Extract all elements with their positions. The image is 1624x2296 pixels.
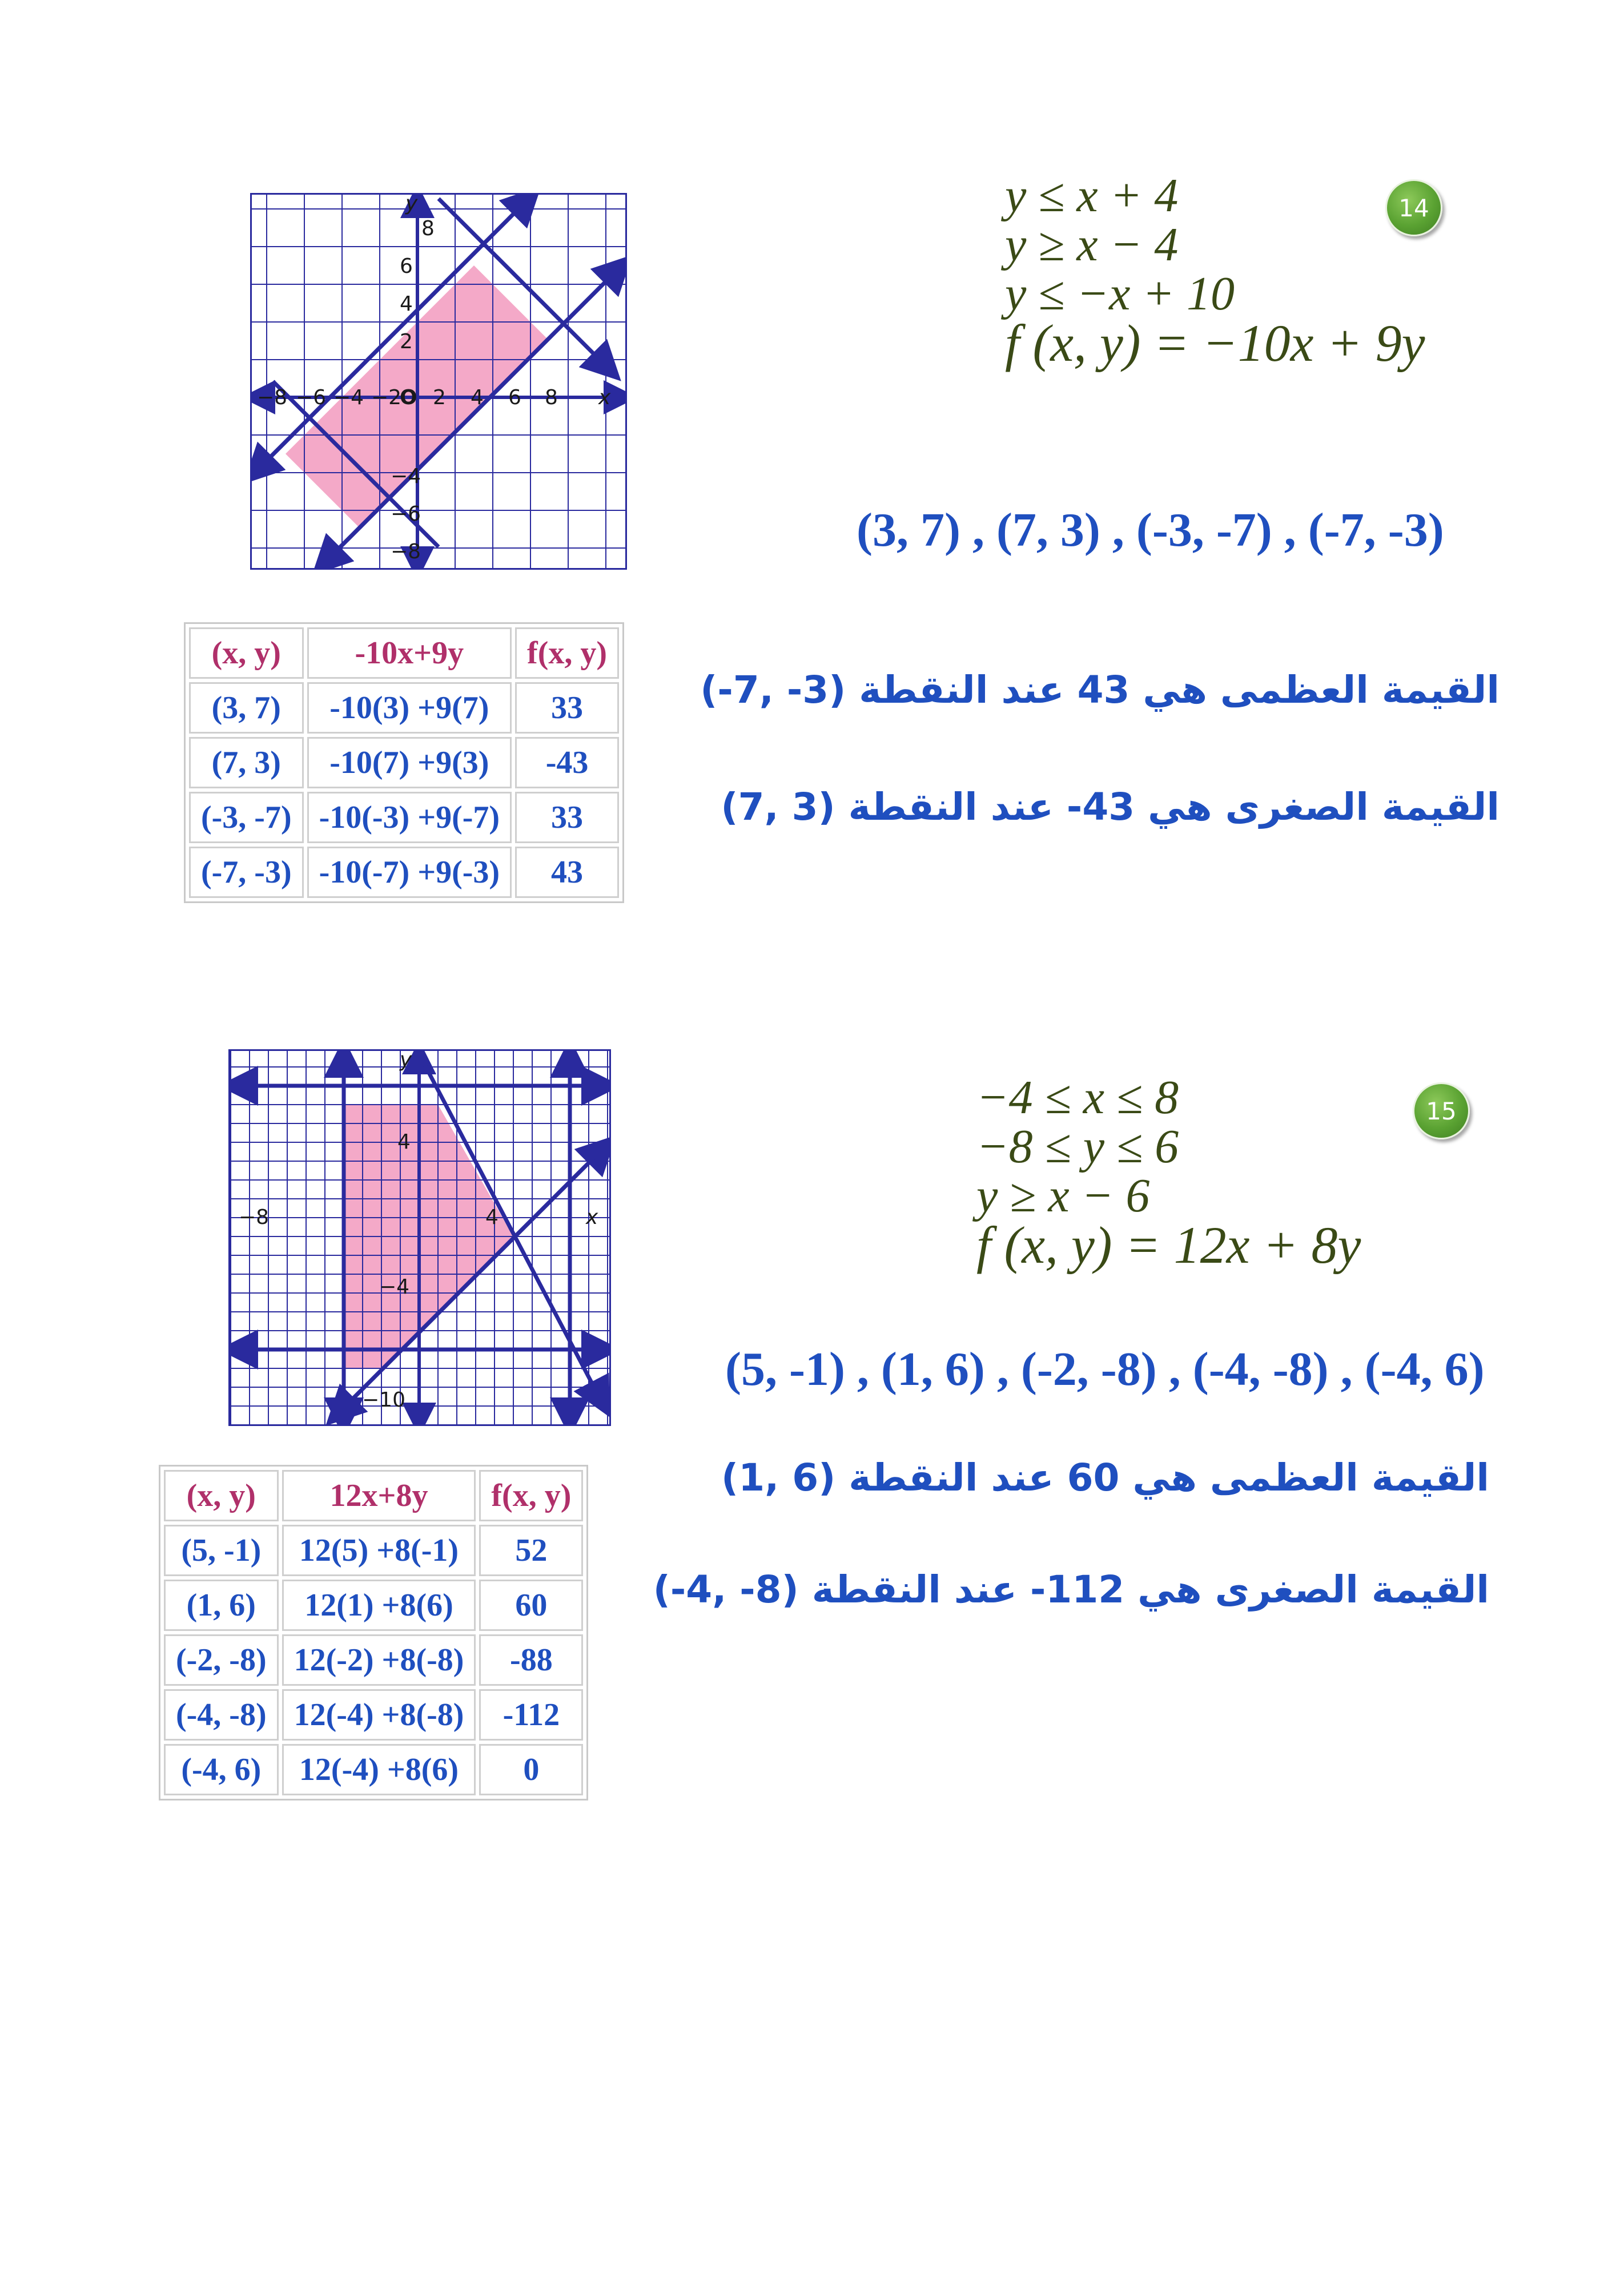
- table-row: [164, 1525, 583, 1576]
- y-axis-label: y: [405, 193, 418, 215]
- y-tick: 4: [397, 1130, 411, 1154]
- max-statement-14: القيمة العظمى هي 43 عند النقطة (3- ,7-): [700, 668, 1500, 712]
- x-tick: 4: [485, 1206, 499, 1229]
- table-cell: -112: [479, 1689, 583, 1741]
- table-row: [189, 847, 619, 898]
- y-tick: 6: [400, 255, 413, 278]
- inequality-system-15: [976, 1071, 1361, 1274]
- origin-label: O: [400, 386, 417, 409]
- table-cell: 12(-4) +8(6): [282, 1744, 476, 1795]
- evaluation-table-15: [159, 1465, 588, 1800]
- graph-14: [250, 193, 627, 570]
- y-tick: −4: [391, 465, 421, 488]
- x-tick: 4: [471, 386, 484, 409]
- y-tick: −8: [391, 540, 421, 563]
- inequality: y ≤ x + 4: [1005, 169, 1179, 222]
- x-tick: −8: [257, 386, 288, 409]
- table-cell: -10(7) +9(3): [307, 737, 512, 788]
- table-cell: 12(1) +8(6): [282, 1580, 476, 1631]
- table-row: [164, 1744, 583, 1795]
- table-cell: 60: [479, 1580, 583, 1631]
- y-tick: −6: [391, 502, 421, 526]
- min-statement-14: القيمة الصغرى هي 43- عند النقطة (3 ,7): [721, 785, 1500, 829]
- table-row: [189, 792, 619, 843]
- evaluation-table-14: [184, 622, 624, 903]
- table-header: f(x, y): [479, 1470, 583, 1521]
- x-tick: −8: [239, 1206, 270, 1229]
- table-cell: 33: [515, 792, 619, 843]
- table-row: [189, 737, 619, 788]
- x-tick: 6: [508, 386, 521, 409]
- vertices-list-15: (5, -1) , (1, 6) , (-2, -8) , (-4, -8) , (-4, 6): [725, 1343, 1485, 1396]
- table-row: [164, 1580, 583, 1631]
- table-cell: (-4, 6): [164, 1744, 279, 1795]
- inequality: y ≤ −x + 10: [1005, 267, 1235, 320]
- table-cell: 33: [515, 682, 619, 734]
- table-cell: 43: [515, 847, 619, 898]
- y-tick: 4: [400, 292, 413, 316]
- table-cell: 12(-4) +8(-8): [282, 1689, 476, 1741]
- graph-15: [228, 1049, 611, 1426]
- inequality: −8 ≤ y ≤ 6: [976, 1120, 1179, 1173]
- table-header: f(x, y): [515, 627, 619, 679]
- table-row: [164, 1689, 583, 1741]
- table-cell: (7, 3): [189, 737, 304, 788]
- table-cell: 0: [479, 1744, 583, 1795]
- objective-function: f (x, y) = 12x + 8y: [976, 1216, 1361, 1274]
- table-cell: (-2, -8): [164, 1634, 279, 1686]
- vertices-list-14: (3, 7) , (7, 3) , (-3, -7) , (-7, -3): [857, 503, 1444, 557]
- table-cell: 12(5) +8(-1): [282, 1525, 476, 1576]
- table-header: (x, y): [189, 627, 304, 679]
- table-cell: -43: [515, 737, 619, 788]
- inequality: y ≥ x − 6: [976, 1169, 1150, 1222]
- table-cell: -10(3) +9(7): [307, 682, 512, 734]
- table-row: [164, 1634, 583, 1686]
- table-cell: -88: [479, 1634, 583, 1686]
- problem-number-badge: 15: [1413, 1082, 1470, 1139]
- table-cell: 12(-2) +8(-8): [282, 1634, 476, 1686]
- table-header: -10x+9y: [307, 627, 512, 679]
- table-header: 12x+8y: [282, 1470, 476, 1521]
- objective-function: f (x, y) = −10x + 9y: [1005, 314, 1425, 372]
- table-cell: -10(-3) +9(-7): [307, 792, 512, 843]
- table-row: [189, 682, 619, 734]
- table-cell: (-7, -3): [189, 847, 304, 898]
- x-tick: −6: [296, 386, 327, 409]
- table-cell: (-3, -7): [189, 792, 304, 843]
- y-tick: −4: [379, 1275, 410, 1299]
- x-axis-label: x: [586, 1206, 598, 1229]
- table-header: (x, y): [164, 1470, 279, 1521]
- x-axis-label: x: [598, 386, 611, 409]
- y-tick: 2: [400, 330, 413, 353]
- table-cell: (5, -1): [164, 1525, 279, 1576]
- table-cell: (-4, -8): [164, 1689, 279, 1741]
- x-tick: 8: [545, 386, 558, 409]
- max-statement-15: القيمة العظمى هي 60 عند النقطة (6 ,1): [721, 1456, 1489, 1500]
- problem-number-badge: 14: [1385, 179, 1442, 236]
- x-tick: 2: [433, 386, 446, 409]
- inequality: y ≥ x − 4: [1005, 218, 1179, 271]
- y-tick: −10: [362, 1388, 405, 1412]
- x-tick: −2: [371, 386, 402, 409]
- inequality-system-14: [1005, 169, 1425, 372]
- table-cell: 52: [479, 1525, 583, 1576]
- table-cell: -10(-7) +9(-3): [307, 847, 512, 898]
- y-axis-label: y: [400, 1049, 412, 1072]
- table-cell: (3, 7): [189, 682, 304, 734]
- table-cell: (1, 6): [164, 1580, 279, 1631]
- y-tick: 8: [421, 217, 435, 240]
- min-statement-15: القيمة الصغرى هي 112- عند النقطة (8- ,4-): [653, 1568, 1489, 1612]
- inequality: −4 ≤ x ≤ 8: [976, 1071, 1179, 1124]
- x-tick: −4: [333, 386, 364, 409]
